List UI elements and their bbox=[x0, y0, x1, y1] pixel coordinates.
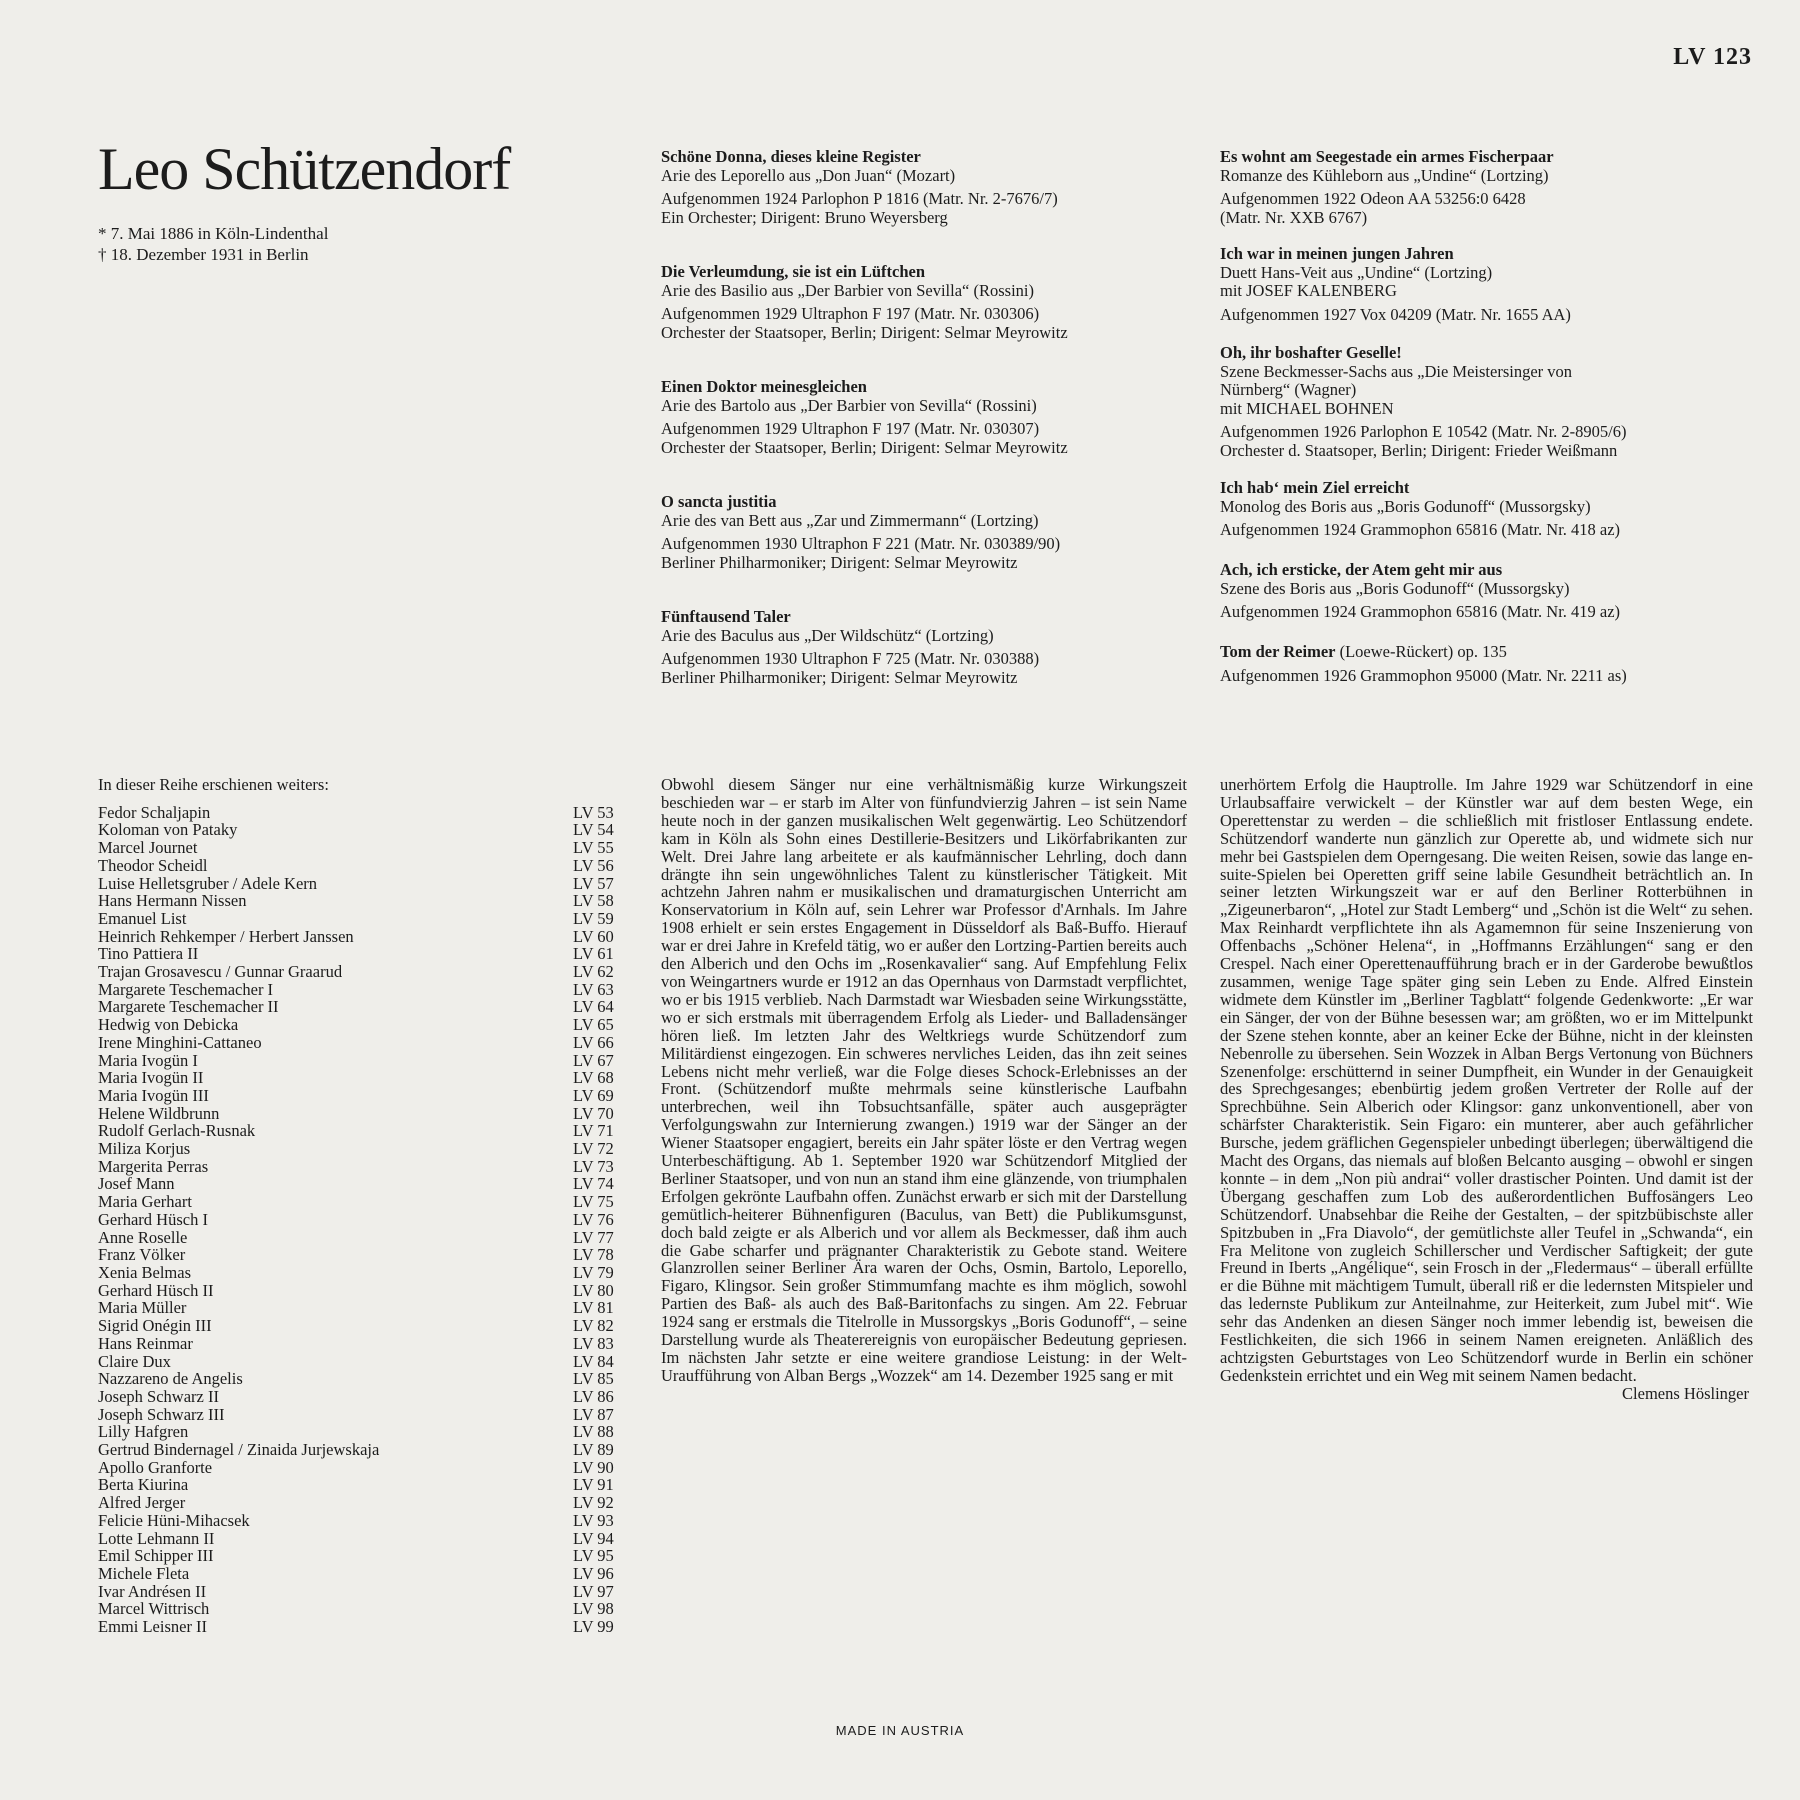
series-item-name: Theodor Scheidl bbox=[98, 855, 208, 875]
series-item bbox=[98, 1016, 638, 1034]
track-recording: Aufgenommen 1929 Ultraphon F 197 (Matr. Nr. 030307) bbox=[661, 419, 1040, 439]
series-item bbox=[98, 1246, 638, 1264]
track-recording: Aufgenommen 1929 Ultraphon F 197 (Matr. Nr. 030306) bbox=[661, 304, 1040, 324]
series-item-number: LV 98 bbox=[573, 1599, 614, 1619]
series-item-number: LV 61 bbox=[573, 944, 614, 964]
series-item-name: Nazzareno de Angelis bbox=[98, 1369, 243, 1389]
track-entry bbox=[1220, 643, 1765, 685]
series-item bbox=[98, 1583, 638, 1601]
track-entry bbox=[1220, 344, 1765, 479]
series-item-name: Gertrud Bindernagel / Zinaida Jurjewskaja bbox=[98, 1440, 380, 1460]
series-item bbox=[98, 804, 638, 822]
track-title: Ach, ich ersticke, der Atem geht mir aus bbox=[1220, 560, 1503, 579]
series-item-name: Claire Dux bbox=[98, 1351, 171, 1371]
track-title: Ich war in meinen jungen Jahren bbox=[1220, 244, 1454, 263]
track-recording: Aufgenommen 1926 Parlophon E 10542 (Matr. Nr. 2-8905/6) bbox=[1220, 422, 1627, 442]
catalog-number: LV 123 bbox=[1673, 44, 1752, 70]
series-item-number: LV 96 bbox=[573, 1563, 614, 1583]
series-item-name: Anne Roselle bbox=[98, 1227, 188, 1247]
track-work: Arie des Baculus aus „Der Wildschütz“ (Lortzing) bbox=[661, 625, 994, 645]
series-item-name: Maria Ivogün III bbox=[98, 1085, 209, 1105]
series-item-number: LV 82 bbox=[573, 1316, 614, 1336]
series-item-name: Lotte Lehmann II bbox=[98, 1528, 215, 1548]
series-item-name: Maria Ivogün I bbox=[98, 1050, 198, 1070]
track-title: Oh, ihr boshafter Geselle! bbox=[1220, 343, 1402, 362]
series-item-name: Koloman von Pataky bbox=[98, 820, 238, 840]
series-item-number: LV 57 bbox=[573, 873, 614, 893]
series-item-number: LV 70 bbox=[573, 1103, 614, 1123]
series-item-name: Hans Reinmar bbox=[98, 1333, 193, 1353]
series-item-name: Fedor Schaljapin bbox=[98, 802, 211, 822]
track-work: Arie des Leporello aus „Don Juan“ (Mozart) bbox=[661, 165, 956, 185]
series-item-number: LV 59 bbox=[573, 908, 614, 928]
series-item-number: LV 78 bbox=[573, 1245, 614, 1265]
series-item bbox=[98, 1530, 638, 1548]
biography-column-1: Obwohl diesem Sänger nur eine verhältnismäßig kurze Wirkungszeit beschieden war – er starb im Alter von fünfundvierzig Jahren – ist sein Name heute noch in der ganzen musikalischen Welt gegenwärtig. Leo Schützendorf kam in Köln als Sohn eines Destillerie-Besitzers und Likörfabrikanten zur Welt. Drei Jahre lang arbeitete er als kaufmännischer Lehrling, doch dann drängte ihn sein ungewöhnliches Talent zu künstlerischer Tätigkeit. Mit achtzehn Jahren nahm er musikalischen und dramaturgischen Unterricht am Konservatorium in Köln auf, sein Lehrer war Professor d'Arnhals. Im Jahre 1908 erhielt er sein erstes Engagement in Düsseldorf als Baß-Buffo. Hierauf war er drei Jahre in Krefeld tätig, wo er außer den Lortzing-Partien bereits auch den Alberich und den Ochs im „Rosenkavalier“ sang. Auf Empfehlung Felix von Weingartners wurde er 1912 an das Opernhaus von Darmstadt verpflichtet, wo er bis 1915 verblieb. Nach Darmstadt war Wiesbaden seine Wirkungsstätte, wo er sich erstmals mit überragendem Erfolg als Lieder- und Balladensänger hören ließ. Im letzten Jahr des Weltkriegs wurde Schützendorf zum Militärdienst eingezogen. Ein schweres nervliches Leiden, das ihn zeit seines Lebens nicht mehr verließ, war die Folge dieses Schock-Erlebnisses an der Front. (Schützendorf mußte mehrmals seine künstlerische Laufbahn unterbrechen, weil ihn Tobsuchtsanfälle, später auch ausgeprägter Verfolgungswahn zur Internierung zwangen.) 1919 war der Sänger an der Wiener Staatsoper engagiert, bereits ein Jahr später löste er den Vertrag wegen Unterbeschäftigung. Ab 1. September 1920 war Schützendorf Mitglied der Berliner Staatsoper, und von nun an stand ihm eine glänzende, von triumphalen Erfolgen gekrönte Laufbahn offen. Zunächst erwarb er sich mit der Darstellung gemütlich-heiterer Bühnenfiguren (Baculus, van Bett) die Publikumsgunst, doch bald zeigte er als Alberich und vor allem als Beckmesser, daß ihm auch die Gabe scharfer und prägnanter Charakteristik zu Gebote stand. Weitere Glanzrollen seiner Berliner Ära waren der Ochs, Osmin, Bartolo, Leporello, Figaro, Klingsor. Sein großer Stimmumfang machte es ihm möglich, sowohl Partien des Baß- als auch des Baß-Baritonfachs zu singen. Am 22. Februar 1924 sang er erstmals die Titelrolle in Mussorgskys „Boris Godunoff“, – seine Darstellung wurde als Theaterereignis von europäischer Bedeutung gepriesen. Im nächsten Jahr setzte er eine weitere grandiose Leistung: in der Welt-Uraufführung von Alban Bergs „Wozzek“ am 14. Dezember 1925 sang er mit bbox=[661, 775, 1187, 1385]
artist-name: Leo Schützendorf bbox=[98, 136, 511, 202]
series-item bbox=[98, 1193, 638, 1211]
series-item-name: Franz Völker bbox=[98, 1245, 186, 1265]
series-item-name: Hans Hermann Nissen bbox=[98, 891, 247, 911]
track-list-right bbox=[1220, 148, 1765, 685]
series-item bbox=[98, 1282, 638, 1300]
series-item-name: Luise Helletsgruber / Adele Kern bbox=[98, 873, 318, 893]
biography-text: unerhörtem Erfolg die Hauptrolle. Im Jahre 1929 war Schützendorf in eine Urlaubsaffaire verwickelt – der Künstler war auf dem besten Wege, ein Operettenstar zu werden – die schließlich mit fristloser Entlassung endete. Schützendorf wanderte nun gänzlich zur Operette ab, und widmete sich nur mehr bei Gastspielen dem Operngesang. Die weiten Reisen, sowie das lange en-suite-Spielen bei Operetten griff seine labile Gesundheit beträchtlich an. In seiner letzten Wirkungszeit war er auf den Berliner Rotterbühnen in „Zigeunerbaron“, „Hotel zur Stadt Lemberg“ und „Schön ist die Welt“ zu sehen. Max Reinhardt verpflichtete ihn als Agamemnon für seine Inszenierung von Offenbachs „Schöner Helena“, in „Hoffmanns Erzählungen“ sang er den Crespel. Nach einer Operettenaufführung brach er in der Garderobe bewußtlos zusammen, wenige Tage später ging sein Leben zu Ende. Alfred Einstein widmete dem Künstler im „Berliner Tagblatt“ folgende Gedenkworte: „Er war ein Sänger, der von der Bühne besessen war; am größten, wo er im Mittelpunkt der Szene stehen konnte, aber an keiner Ecke der Bühne, nicht in der kleinsten Nebenrolle zu übersehen. Sein Wozzek in Alban Bergs Vertonung von Büchners Szenenfolge: erschütternd in seiner Dumpfheit, ein Wunder in der Genauigkeit des Sprechgesanges; ebenbürtig jedem großen Vertreter der Rolle auf der Sprechbühne. Sein Alberich oder Klingsor: ganz unkonventionell, aber von schärfster Charakteristik. Sein Figaro: ein munterer, aber auch gefährlicher Bursche, jedem gräflichen Gegenspieler unbedingt überlegen; überwältigend die Macht des Organs, das niemals auf bloßen Belcanto ausging – obwohl er singen konnte – in dem „Non più andrai“ voller drastischer Pointen. Und damit ist der Übergang geschaffen zum Lob des außerordentlichen Buffosängers Leo Schützendorf. Unabsehbar die Reihe der Gestalten, – der spitzbübischste aller Spitzbuben in „Fra Diavolo“, der gemütlichste aller Teufel in „Schwanda“, ein Fra Melitone von zugleich Schillerscher und Verdischer Saftigkeit; der gute Freund in Iberts „Angélique“, sein Frosch in der „Fledermaus“ – überall erfüllte er die Bühne mit mächtigem Tumult, überall riß er die ledernsten Mitspieler und das ledernste Publikum zur Anteilnahme, zur Heiterkeit, zum Jubel mit“. Wie sehr das Andenken an diesen Sänger noch immer lebendig ist, beweisen die Festlichkeiten, die sich 1966 in seinem Namen ereigneten. Anläßlich des achtzigsten Geburtstages von Leo Schützendorf wurde in Berlin ein schöner Gedenkstein errichtet und ein Weg mit seinem Namen bedacht. bbox=[1220, 775, 1753, 1385]
series-item bbox=[98, 1299, 638, 1317]
series-item-name: Gerhard Hüsch I bbox=[98, 1209, 208, 1229]
series-item bbox=[98, 1122, 638, 1140]
series-item-number: LV 73 bbox=[573, 1156, 614, 1176]
series-heading: In dieser Reihe erschienen weiters: bbox=[98, 775, 329, 794]
track-recording: Aufgenommen 1922 Odeon AA 53256:0 6428 bbox=[1220, 189, 1526, 209]
made-in-label: MADE IN AUSTRIA bbox=[835, 1723, 965, 1738]
series-item-name: Maria Müller bbox=[98, 1298, 187, 1318]
series-item-name: Maria Ivogün II bbox=[98, 1068, 204, 1088]
series-item-number: LV 74 bbox=[573, 1174, 614, 1194]
track-title-suffix: (Loewe-Rückert) op. 135 bbox=[1335, 642, 1507, 661]
series-item-number: LV 65 bbox=[573, 1015, 614, 1035]
series-item-name: Alfred Jerger bbox=[98, 1493, 186, 1513]
track-performers: Orchester der Staatsoper, Berlin; Dirigent: Selmar Meyrowitz bbox=[661, 437, 1068, 457]
series-item bbox=[98, 1353, 638, 1371]
series-item bbox=[98, 981, 638, 999]
series-item-name: Michele Fleta bbox=[98, 1563, 190, 1583]
track-performers: Orchester der Staatsoper, Berlin; Dirigent: Selmar Meyrowitz bbox=[661, 322, 1068, 342]
series-item-name: Gerhard Hüsch II bbox=[98, 1280, 214, 1300]
series-item-number: LV 64 bbox=[573, 997, 614, 1017]
track-work: Arie des Basilio aus „Der Barbier von Sevilla“ (Rossini) bbox=[661, 280, 1034, 300]
series-item-name: Margarete Teschemacher II bbox=[98, 997, 279, 1017]
series-item bbox=[98, 963, 638, 981]
series-item-number: LV 79 bbox=[573, 1262, 614, 1282]
series-item-number: LV 99 bbox=[573, 1617, 614, 1637]
series-item-name: Hedwig von Debicka bbox=[98, 1015, 239, 1035]
series-list bbox=[98, 776, 638, 1636]
series-item-number: LV 60 bbox=[573, 926, 614, 946]
series-item bbox=[98, 945, 638, 963]
series-item-number: LV 56 bbox=[573, 855, 614, 875]
series-item-name: Margerita Perras bbox=[98, 1156, 209, 1176]
series-item-number: LV 95 bbox=[573, 1546, 614, 1566]
series-item-number: LV 55 bbox=[573, 838, 614, 858]
series-item-number: LV 53 bbox=[573, 802, 614, 822]
artist-header bbox=[98, 138, 658, 265]
track-partner: mit JOSEF KALENBERG bbox=[1220, 281, 1397, 301]
series-item-name: Joseph Schwarz III bbox=[98, 1404, 225, 1424]
track-recording: Aufgenommen 1924 Grammophon 65816 (Matr. Nr. 418 az) bbox=[1220, 520, 1621, 540]
series-item-name: Marcel Journet bbox=[98, 838, 198, 858]
track-work: Szene des Boris aus „Boris Godunoff“ (Mussorgsky) bbox=[1220, 578, 1570, 598]
series-item bbox=[98, 1388, 638, 1406]
series-item bbox=[98, 1441, 638, 1459]
series-item-name: Xenia Belmas bbox=[98, 1262, 192, 1282]
series-item bbox=[98, 1618, 638, 1636]
series-item-number: LV 81 bbox=[573, 1298, 614, 1318]
series-item-number: LV 85 bbox=[573, 1369, 614, 1389]
series-item-name: Lilly Hafgren bbox=[98, 1422, 189, 1442]
track-title: Schöne Donna, dieses kleine Register bbox=[661, 147, 921, 166]
series-item-number: LV 93 bbox=[573, 1510, 614, 1530]
series-item-number: LV 68 bbox=[573, 1068, 614, 1088]
track-entry bbox=[661, 608, 1201, 723]
birth-line: * 7. Mai 1886 in Köln-Lindenthal bbox=[98, 224, 329, 243]
series-item-number: LV 92 bbox=[573, 1493, 614, 1513]
track-work-cont: Nürnberg“ (Wagner) bbox=[1220, 380, 1357, 400]
series-item-number: LV 87 bbox=[573, 1404, 614, 1424]
series-item-name: Emanuel List bbox=[98, 908, 187, 928]
series-item-number: LV 66 bbox=[573, 1032, 614, 1052]
series-item bbox=[98, 1069, 638, 1087]
series-item bbox=[98, 1512, 638, 1530]
series-item-name: Miliza Korjus bbox=[98, 1139, 191, 1159]
track-work: Monolog des Boris aus „Boris Godunoff“ (Mussorgsky) bbox=[1220, 496, 1591, 516]
death-line: † 18. Dezember 1931 in Berlin bbox=[98, 245, 309, 264]
track-work: Szene Beckmesser-Sachs aus „Die Meistersinger von bbox=[1220, 361, 1573, 381]
track-entry bbox=[1220, 148, 1765, 245]
track-title: Ich hab‘ mein Ziel erreicht bbox=[1220, 478, 1410, 497]
series-item-number: LV 62 bbox=[573, 962, 614, 982]
biography-column-2 bbox=[1220, 776, 1753, 1403]
series-item-name: Emmi Leisner II bbox=[98, 1617, 208, 1637]
series-item bbox=[98, 1406, 638, 1424]
series-item bbox=[98, 839, 638, 857]
series-item bbox=[98, 1335, 638, 1353]
series-item-number: LV 90 bbox=[573, 1457, 614, 1477]
track-performers: Berliner Philharmoniker; Dirigent: Selmar Meyrowitz bbox=[661, 667, 1018, 687]
series-item-name: Felicie Hüni-Mihacsek bbox=[98, 1510, 250, 1530]
series-item-number: LV 88 bbox=[573, 1422, 614, 1442]
series-item bbox=[98, 928, 638, 946]
series-item-number: LV 69 bbox=[573, 1085, 614, 1105]
track-recording: Aufgenommen 1927 Vox 04209 (Matr. Nr. 1655 AA) bbox=[1220, 304, 1571, 324]
track-performers: Berliner Philharmoniker; Dirigent: Selmar Meyrowitz bbox=[661, 552, 1018, 572]
track-entry bbox=[1220, 561, 1765, 643]
series-item-name: Maria Gerhart bbox=[98, 1192, 192, 1212]
track-work: Duett Hans-Veit aus „Undine“ (Lortzing) bbox=[1220, 262, 1493, 282]
track-heading bbox=[1220, 643, 1765, 662]
track-title: O sancta justitia bbox=[661, 492, 777, 511]
series-item-name: Heinrich Rehkemper / Herbert Janssen bbox=[98, 926, 354, 946]
series-item-name: Berta Kiurina bbox=[98, 1475, 189, 1495]
track-partner: mit MICHAEL BOHNEN bbox=[1220, 398, 1394, 418]
track-performers: Ein Orchester; Dirigent: Bruno Weyersberg bbox=[661, 207, 948, 227]
series-item-number: LV 91 bbox=[573, 1475, 614, 1495]
track-entry bbox=[661, 263, 1201, 378]
series-item-name: Josef Mann bbox=[98, 1174, 175, 1194]
series-item-number: LV 77 bbox=[573, 1227, 614, 1247]
series-item bbox=[98, 1158, 638, 1176]
series-item-number: LV 67 bbox=[573, 1050, 614, 1070]
series-item bbox=[98, 1459, 638, 1477]
track-recording: Aufgenommen 1926 Grammophon 95000 (Matr. Nr. 2211 as) bbox=[1220, 665, 1627, 685]
series-item-name: Margarete Teschemacher I bbox=[98, 979, 274, 999]
track-entry bbox=[1220, 245, 1765, 344]
track-work: Arie des van Bett aus „Zar und Zimmermann“ (Lortzing) bbox=[661, 510, 1039, 530]
series-item bbox=[98, 998, 638, 1016]
track-matrix: (Matr. Nr. XXB 6767) bbox=[1220, 207, 1368, 227]
track-recording: Aufgenommen 1930 Ultraphon F 725 (Matr. Nr. 030388) bbox=[661, 649, 1040, 669]
series-item-number: LV 97 bbox=[573, 1581, 614, 1601]
series-item bbox=[98, 892, 638, 910]
series-item-number: LV 94 bbox=[573, 1528, 614, 1548]
series-item bbox=[98, 1370, 638, 1388]
series-item bbox=[98, 1105, 638, 1123]
series-item-number: LV 72 bbox=[573, 1139, 614, 1159]
series-item-number: LV 71 bbox=[573, 1121, 614, 1141]
series-item bbox=[98, 1034, 638, 1052]
track-work: Romanze des Kühleborn aus „Undine“ (Lortzing) bbox=[1220, 165, 1549, 185]
series-item-name: Emil Schipper III bbox=[98, 1546, 214, 1566]
series-item-name: Ivar Andrésen II bbox=[98, 1581, 207, 1601]
series-item-number: LV 83 bbox=[573, 1333, 614, 1353]
track-title: Es wohnt am Seegestade ein armes Fischerpaar bbox=[1220, 147, 1554, 166]
series-item-number: LV 89 bbox=[573, 1440, 614, 1460]
series-item-name: Joseph Schwarz II bbox=[98, 1386, 219, 1406]
series-item bbox=[98, 1476, 638, 1494]
track-work: Arie des Bartolo aus „Der Barbier von Sevilla“ (Rossini) bbox=[661, 395, 1037, 415]
track-performers: Orchester d. Staatsoper, Berlin; Dirigent: Frieder Weißmann bbox=[1220, 440, 1618, 460]
series-item-number: LV 84 bbox=[573, 1351, 614, 1371]
track-entry bbox=[1220, 479, 1765, 561]
series-item-number: LV 58 bbox=[573, 891, 614, 911]
series-item-name: Apollo Granforte bbox=[98, 1457, 213, 1477]
series-item bbox=[98, 1423, 638, 1441]
series-item bbox=[98, 1317, 638, 1335]
series-item-name: Marcel Wittrisch bbox=[98, 1599, 210, 1619]
series-item-number: LV 75 bbox=[573, 1192, 614, 1212]
series-item bbox=[98, 1547, 638, 1565]
series-item bbox=[98, 1494, 638, 1512]
series-item bbox=[98, 1052, 638, 1070]
series-item-number: LV 54 bbox=[573, 820, 614, 840]
series-item bbox=[98, 1565, 638, 1583]
series-item-name: Rudolf Gerlach-Rusnak bbox=[98, 1121, 256, 1141]
series-item bbox=[98, 1600, 638, 1618]
track-recording: Aufgenommen 1930 Ultraphon F 221 (Matr. Nr. 030389/90) bbox=[661, 534, 1061, 554]
series-item bbox=[98, 875, 638, 893]
author-signature: Clemens Höslinger bbox=[1622, 1383, 1749, 1403]
series-item bbox=[98, 1175, 638, 1193]
track-entry bbox=[661, 378, 1201, 493]
series-item bbox=[98, 910, 638, 928]
series-item-name: Sigrid Onégin III bbox=[98, 1316, 212, 1336]
track-entry bbox=[661, 148, 1201, 263]
track-recording: Aufgenommen 1924 Grammophon 65816 (Matr. Nr. 419 az) bbox=[1220, 602, 1621, 622]
series-item-number: LV 76 bbox=[573, 1209, 614, 1229]
track-list-left bbox=[661, 148, 1201, 723]
series-item bbox=[98, 821, 638, 839]
series-item-number: LV 63 bbox=[573, 979, 614, 999]
track-entry bbox=[661, 493, 1201, 608]
series-item-number: LV 80 bbox=[573, 1280, 614, 1300]
track-title: Fünftausend Taler bbox=[661, 607, 791, 626]
series-item bbox=[98, 1264, 638, 1282]
series-item bbox=[98, 857, 638, 875]
series-item bbox=[98, 1140, 638, 1158]
track-title: Tom der Reimer bbox=[1220, 642, 1336, 661]
series-item bbox=[98, 1087, 638, 1105]
series-item-name: Trajan Grosavescu / Gunnar Graarud bbox=[98, 962, 343, 982]
series-item-name: Helene Wildbrunn bbox=[98, 1103, 220, 1123]
track-title: Einen Doktor meinesgleichen bbox=[661, 377, 867, 396]
series-rows bbox=[98, 804, 638, 1636]
series-item bbox=[98, 1229, 638, 1247]
series-item-name: Tino Pattiera II bbox=[98, 944, 199, 964]
series-item-name: Irene Minghini-Cattaneo bbox=[98, 1032, 262, 1052]
series-item-number: LV 86 bbox=[573, 1386, 614, 1406]
series-item bbox=[98, 1211, 638, 1229]
track-recording: Aufgenommen 1924 Parlophon P 1816 (Matr. Nr. 2-7676/7) bbox=[661, 189, 1058, 209]
track-title: Die Verleumdung, sie ist ein Lüftchen bbox=[661, 262, 926, 281]
